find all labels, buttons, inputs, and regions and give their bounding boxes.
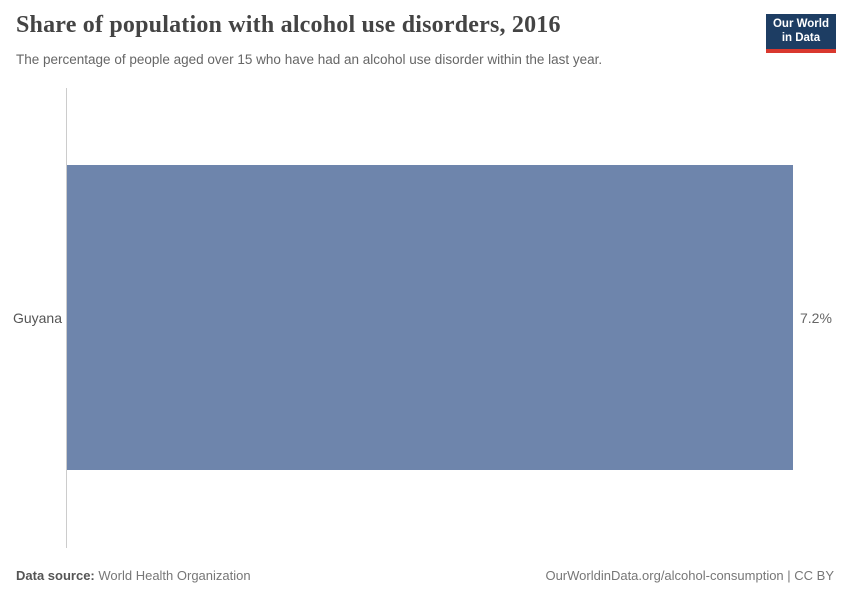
data-source-value: World Health Organization bbox=[98, 568, 251, 583]
entity-label: Guyana bbox=[12, 310, 62, 326]
chart-footer bbox=[16, 568, 834, 583]
data-source-label: Data source: bbox=[16, 568, 95, 583]
footer-license-link[interactable]: OurWorldinData.org/alcohol-consumption | CC BY bbox=[545, 568, 834, 583]
bar-guyana[interactable] bbox=[67, 165, 793, 470]
chart-title: Share of population with alcohol use disorders, 2016 bbox=[16, 12, 561, 38]
value-label: 7.2% bbox=[800, 310, 832, 326]
data-source bbox=[16, 568, 251, 583]
owid-logo-line1: Our World bbox=[772, 18, 829, 30]
chart-subtitle: The percentage of people aged over 15 who have had an alcohol use disorder within the last year. bbox=[16, 52, 603, 67]
owid-logo-line2: in Data bbox=[781, 31, 821, 44]
